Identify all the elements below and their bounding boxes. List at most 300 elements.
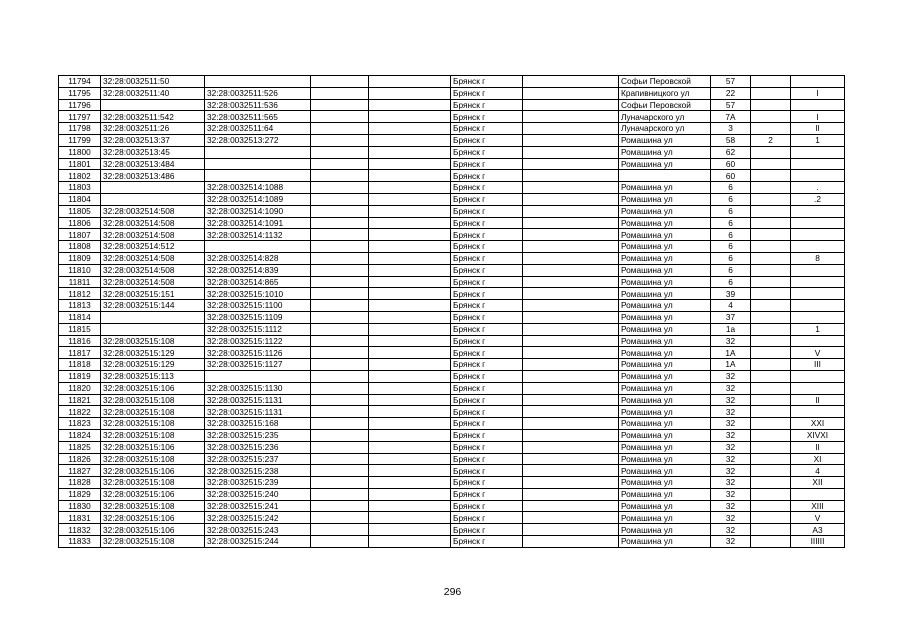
apartment-cell: [791, 335, 845, 347]
empty-cell: [311, 288, 369, 300]
empty-cell: [311, 146, 369, 158]
empty-cell: [523, 123, 619, 135]
building-block-cell: [751, 123, 791, 135]
empty-cell: [523, 477, 619, 489]
house-number-cell: 6: [711, 252, 751, 264]
city-cell: Брянск г: [451, 205, 523, 217]
empty-cell: [523, 323, 619, 335]
empty-cell: [311, 87, 369, 99]
city-cell: Брянск г: [451, 488, 523, 500]
house-number-cell: 32: [711, 536, 751, 548]
apartment-cell: [791, 229, 845, 241]
table-row: [59, 229, 845, 241]
table-row: [59, 382, 845, 394]
house-number-cell: 39: [711, 288, 751, 300]
table-row: [59, 512, 845, 524]
city-cell: Брянск г: [451, 123, 523, 135]
apartment-cell: III: [791, 359, 845, 371]
building-number-cell: 32:28:0032514:839: [205, 264, 311, 276]
empty-cell: [311, 406, 369, 418]
building-block-cell: [751, 170, 791, 182]
row-number-cell: 11822: [59, 406, 101, 418]
building-number-cell: 32:28:0032515:1126: [205, 347, 311, 359]
empty-cell: [311, 441, 369, 453]
house-number-cell: 60: [711, 170, 751, 182]
city-cell: Брянск г: [451, 87, 523, 99]
street-cell: Луначарского ул: [619, 111, 711, 123]
street-cell: Софьи Перовской: [619, 76, 711, 88]
building-number-cell: [205, 76, 311, 88]
building-block-cell: [751, 488, 791, 500]
row-number-cell: 11796: [59, 99, 101, 111]
row-number-cell: 11811: [59, 276, 101, 288]
building-block-cell: [751, 536, 791, 548]
city-cell: Брянск г: [451, 111, 523, 123]
street-cell: Ромашина ул: [619, 441, 711, 453]
empty-cell: [369, 524, 451, 536]
empty-cell: [369, 359, 451, 371]
city-cell: Брянск г: [451, 276, 523, 288]
table-row: [59, 536, 845, 548]
street-cell: Софьи Перовской: [619, 99, 711, 111]
row-number-cell: 11795: [59, 87, 101, 99]
empty-cell: [369, 311, 451, 323]
empty-cell: [523, 229, 619, 241]
city-cell: Брянск г: [451, 370, 523, 382]
apartment-cell: II: [791, 123, 845, 135]
parcel-number-cell: 32:28:0032515:106: [101, 465, 205, 477]
empty-cell: [523, 276, 619, 288]
building-number-cell: 32:28:0032515:1100: [205, 300, 311, 312]
empty-cell: [311, 193, 369, 205]
table-row: [59, 276, 845, 288]
parcel-number-cell: 32:28:0032514:508: [101, 205, 205, 217]
apartment-cell: А3: [791, 524, 845, 536]
empty-cell: [523, 370, 619, 382]
building-number-cell: 32:28:0032515:1127: [205, 359, 311, 371]
empty-cell: [523, 394, 619, 406]
parcel-number-cell: 32:28:0032515:129: [101, 347, 205, 359]
apartment-cell: [791, 300, 845, 312]
house-number-cell: 1А: [711, 347, 751, 359]
empty-cell: [311, 477, 369, 489]
street-cell: Ромашина ул: [619, 359, 711, 371]
city-cell: Брянск г: [451, 441, 523, 453]
row-number-cell: 11832: [59, 524, 101, 536]
building-number-cell: 32:28:0032511:64: [205, 123, 311, 135]
empty-cell: [523, 182, 619, 194]
parcel-number-cell: [101, 182, 205, 194]
apartment-cell: V: [791, 512, 845, 524]
building-block-cell: [751, 158, 791, 170]
building-block-cell: [751, 453, 791, 465]
house-number-cell: 6: [711, 264, 751, 276]
empty-cell: [369, 382, 451, 394]
empty-cell: [311, 300, 369, 312]
house-number-cell: 22: [711, 87, 751, 99]
apartment-cell: XII: [791, 477, 845, 489]
apartment-cell: I: [791, 111, 845, 123]
building-number-cell: 32:28:0032514:1089: [205, 193, 311, 205]
empty-cell: [369, 264, 451, 276]
building-block-cell: [751, 217, 791, 229]
parcel-number-cell: 32:28:0032515:108: [101, 477, 205, 489]
row-number-cell: 11828: [59, 477, 101, 489]
building-number-cell: 32:28:0032514:1132: [205, 229, 311, 241]
parcel-number-cell: 32:28:0032515:108: [101, 429, 205, 441]
empty-cell: [311, 453, 369, 465]
building-number-cell: 32:28:0032515:1131: [205, 406, 311, 418]
parcel-number-cell: 32:28:0032513:484: [101, 158, 205, 170]
empty-cell: [523, 252, 619, 264]
city-cell: Брянск г: [451, 536, 523, 548]
row-number-cell: 11798: [59, 123, 101, 135]
empty-cell: [369, 134, 451, 146]
empty-cell: [311, 394, 369, 406]
parcel-number-cell: 32:28:0032513:486: [101, 170, 205, 182]
street-cell: Ромашина ул: [619, 477, 711, 489]
empty-cell: [311, 370, 369, 382]
building-block-cell: [751, 276, 791, 288]
building-block-cell: [751, 288, 791, 300]
empty-cell: [369, 335, 451, 347]
street-cell: Ромашина ул: [619, 536, 711, 548]
building-block-cell: [751, 512, 791, 524]
street-cell: Ромашина ул: [619, 500, 711, 512]
row-number-cell: 11815: [59, 323, 101, 335]
building-number-cell: 32:28:0032514:1091: [205, 217, 311, 229]
empty-cell: [311, 252, 369, 264]
apartment-cell: 8: [791, 252, 845, 264]
empty-cell: [369, 288, 451, 300]
empty-cell: [369, 429, 451, 441]
house-number-cell: 32: [711, 370, 751, 382]
building-number-cell: 32:28:0032511:565: [205, 111, 311, 123]
row-number-cell: 11800: [59, 146, 101, 158]
building-block-cell: 2: [751, 134, 791, 146]
apartment-cell: [791, 288, 845, 300]
house-number-cell: 57: [711, 99, 751, 111]
empty-cell: [311, 182, 369, 194]
table-row: [59, 394, 845, 406]
city-cell: Брянск г: [451, 418, 523, 430]
apartment-cell: [791, 205, 845, 217]
empty-cell: [523, 418, 619, 430]
empty-cell: [311, 205, 369, 217]
table-row: [59, 488, 845, 500]
empty-cell: [369, 488, 451, 500]
empty-cell: [523, 382, 619, 394]
empty-cell: [311, 335, 369, 347]
street-cell: Ромашина ул: [619, 465, 711, 477]
building-block-cell: [751, 406, 791, 418]
house-number-cell: 6: [711, 229, 751, 241]
empty-cell: [311, 76, 369, 88]
building-block-cell: [751, 394, 791, 406]
house-number-cell: 6: [711, 193, 751, 205]
empty-cell: [523, 288, 619, 300]
empty-cell: [369, 87, 451, 99]
table-row: [59, 182, 845, 194]
street-cell: Ромашина ул: [619, 370, 711, 382]
row-number-cell: 11819: [59, 370, 101, 382]
parcel-number-cell: 32:28:0032515:108: [101, 418, 205, 430]
apartment-cell: .: [791, 182, 845, 194]
parcel-number-cell: 32:28:0032515:108: [101, 453, 205, 465]
row-number-cell: 11809: [59, 252, 101, 264]
building-block-cell: [751, 182, 791, 194]
empty-cell: [311, 512, 369, 524]
empty-cell: [523, 465, 619, 477]
row-number-cell: 11831: [59, 512, 101, 524]
table-row: [59, 429, 845, 441]
parcel-number-cell: 32:28:0032514:508: [101, 264, 205, 276]
empty-cell: [369, 170, 451, 182]
apartment-cell: II: [791, 394, 845, 406]
apartment-cell: IIIIII: [791, 536, 845, 548]
row-number-cell: 11821: [59, 394, 101, 406]
building-number-cell: 32:28:0032515:238: [205, 465, 311, 477]
table-row: [59, 311, 845, 323]
apartment-cell: [791, 276, 845, 288]
city-cell: Брянск г: [451, 429, 523, 441]
empty-cell: [311, 382, 369, 394]
apartment-cell: XI: [791, 453, 845, 465]
building-block-cell: [751, 252, 791, 264]
row-number-cell: 11805: [59, 205, 101, 217]
table-row: [59, 241, 845, 253]
empty-cell: [523, 111, 619, 123]
street-cell: Ромашина ул: [619, 335, 711, 347]
row-number-cell: 11823: [59, 418, 101, 430]
building-number-cell: 32:28:0032515:1122: [205, 335, 311, 347]
table-row: [59, 300, 845, 312]
table-row: [59, 252, 845, 264]
apartment-cell: [791, 311, 845, 323]
building-number-cell: 32:28:0032515:236: [205, 441, 311, 453]
city-cell: Брянск г: [451, 465, 523, 477]
house-number-cell: 32: [711, 335, 751, 347]
street-cell: Ромашина ул: [619, 241, 711, 253]
street-cell: Ромашина ул: [619, 193, 711, 205]
empty-cell: [311, 488, 369, 500]
building-number-cell: 32:28:0032515:1131: [205, 394, 311, 406]
building-number-cell: 32:28:0032515:241: [205, 500, 311, 512]
parcel-number-cell: [101, 323, 205, 335]
street-cell: Ромашина ул: [619, 311, 711, 323]
house-number-cell: 4: [711, 300, 751, 312]
table-row: [59, 347, 845, 359]
building-block-cell: [751, 382, 791, 394]
building-number-cell: 32:28:0032515:1130: [205, 382, 311, 394]
table-row: [59, 146, 845, 158]
building-block-cell: [751, 99, 791, 111]
street-cell: Ромашина ул: [619, 418, 711, 430]
building-number-cell: 32:28:0032515:239: [205, 477, 311, 489]
empty-cell: [523, 335, 619, 347]
house-number-cell: 32: [711, 382, 751, 394]
city-cell: Брянск г: [451, 252, 523, 264]
empty-cell: [523, 524, 619, 536]
building-block-cell: [751, 335, 791, 347]
city-cell: Брянск г: [451, 300, 523, 312]
city-cell: Брянск г: [451, 99, 523, 111]
empty-cell: [369, 300, 451, 312]
apartment-cell: I: [791, 87, 845, 99]
street-cell: Ромашина ул: [619, 394, 711, 406]
empty-cell: [369, 394, 451, 406]
row-number-cell: 11829: [59, 488, 101, 500]
row-number-cell: 11802: [59, 170, 101, 182]
table-row: [59, 76, 845, 88]
city-cell: Брянск г: [451, 134, 523, 146]
house-number-cell: 32: [711, 441, 751, 453]
city-cell: Брянск г: [451, 146, 523, 158]
house-number-cell: 1а: [711, 323, 751, 335]
empty-cell: [369, 241, 451, 253]
empty-cell: [311, 347, 369, 359]
table-row: [59, 465, 845, 477]
parcel-number-cell: [101, 99, 205, 111]
empty-cell: [523, 347, 619, 359]
street-cell: Крапивницкого ул: [619, 87, 711, 99]
building-block-cell: [751, 524, 791, 536]
house-number-cell: 32: [711, 524, 751, 536]
empty-cell: [369, 217, 451, 229]
empty-cell: [369, 477, 451, 489]
empty-cell: [311, 134, 369, 146]
empty-cell: [523, 99, 619, 111]
empty-cell: [369, 370, 451, 382]
empty-cell: [523, 359, 619, 371]
empty-cell: [311, 500, 369, 512]
street-cell: Ромашина ул: [619, 182, 711, 194]
parcel-number-cell: 32:28:0032515:108: [101, 335, 205, 347]
house-number-cell: 7А: [711, 111, 751, 123]
parcel-number-cell: 32:28:0032515:106: [101, 382, 205, 394]
parcel-number-cell: 32:28:0032515:108: [101, 394, 205, 406]
row-number-cell: 11807: [59, 229, 101, 241]
house-number-cell: 6: [711, 217, 751, 229]
city-cell: Брянск г: [451, 524, 523, 536]
apartment-cell: [791, 264, 845, 276]
building-block-cell: [751, 300, 791, 312]
city-cell: Брянск г: [451, 477, 523, 489]
building-number-cell: [205, 158, 311, 170]
empty-cell: [369, 441, 451, 453]
apartment-cell: [791, 99, 845, 111]
street-cell: Ромашина ул: [619, 229, 711, 241]
row-number-cell: 11794: [59, 76, 101, 88]
apartment-cell: .2: [791, 193, 845, 205]
table-row: [59, 441, 845, 453]
empty-cell: [369, 276, 451, 288]
empty-cell: [523, 406, 619, 418]
row-number-cell: 11803: [59, 182, 101, 194]
city-cell: Брянск г: [451, 394, 523, 406]
parcel-number-cell: 32:28:0032515:144: [101, 300, 205, 312]
table-row: [59, 205, 845, 217]
building-block-cell: [751, 264, 791, 276]
building-block-cell: [751, 347, 791, 359]
row-number-cell: 11808: [59, 241, 101, 253]
empty-cell: [523, 453, 619, 465]
house-number-cell: 57: [711, 76, 751, 88]
building-block-cell: [751, 205, 791, 217]
house-number-cell: 37: [711, 311, 751, 323]
building-number-cell: [205, 370, 311, 382]
empty-cell: [523, 441, 619, 453]
apartment-cell: [791, 241, 845, 253]
street-cell: Ромашина ул: [619, 300, 711, 312]
empty-cell: [311, 241, 369, 253]
apartment-cell: [791, 217, 845, 229]
row-number-cell: 11820: [59, 382, 101, 394]
city-cell: Брянск г: [451, 335, 523, 347]
building-number-cell: 32:28:0032515:244: [205, 536, 311, 548]
city-cell: Брянск г: [451, 76, 523, 88]
building-number-cell: 32:28:0032511:536: [205, 99, 311, 111]
building-number-cell: 32:28:0032515:237: [205, 453, 311, 465]
empty-cell: [311, 217, 369, 229]
table-row: [59, 418, 845, 430]
empty-cell: [369, 229, 451, 241]
empty-cell: [369, 205, 451, 217]
city-cell: Брянск г: [451, 406, 523, 418]
house-number-cell: 32: [711, 453, 751, 465]
parcel-number-cell: 32:28:0032515:108: [101, 500, 205, 512]
empty-cell: [523, 158, 619, 170]
apartment-cell: [791, 370, 845, 382]
apartment-cell: [791, 488, 845, 500]
empty-cell: [369, 123, 451, 135]
apartment-cell: [791, 170, 845, 182]
empty-cell: [311, 264, 369, 276]
row-number-cell: 11817: [59, 347, 101, 359]
empty-cell: [523, 146, 619, 158]
street-cell: [619, 170, 711, 182]
table-row: [59, 193, 845, 205]
empty-cell: [311, 536, 369, 548]
table-row: [59, 158, 845, 170]
table-row: [59, 288, 845, 300]
street-cell: Ромашина ул: [619, 205, 711, 217]
street-cell: Ромашина ул: [619, 276, 711, 288]
building-number-cell: 32:28:0032511:526: [205, 87, 311, 99]
empty-cell: [523, 300, 619, 312]
street-cell: Ромашина ул: [619, 406, 711, 418]
city-cell: Брянск г: [451, 170, 523, 182]
table-row: [59, 323, 845, 335]
apartment-cell: V: [791, 347, 845, 359]
empty-cell: [311, 158, 369, 170]
house-number-cell: 58: [711, 134, 751, 146]
empty-cell: [369, 99, 451, 111]
building-number-cell: 32:28:0032514:828: [205, 252, 311, 264]
table-row: [59, 524, 845, 536]
apartment-cell: XIVXI: [791, 429, 845, 441]
empty-cell: [311, 465, 369, 477]
apartment-cell: [791, 146, 845, 158]
parcel-number-cell: 32:28:0032511:26: [101, 123, 205, 135]
building-block-cell: [751, 465, 791, 477]
apartment-cell: 1: [791, 323, 845, 335]
building-number-cell: 32:28:0032515:168: [205, 418, 311, 430]
city-cell: Брянск г: [451, 288, 523, 300]
street-cell: Ромашина ул: [619, 488, 711, 500]
city-cell: Брянск г: [451, 512, 523, 524]
empty-cell: [523, 205, 619, 217]
